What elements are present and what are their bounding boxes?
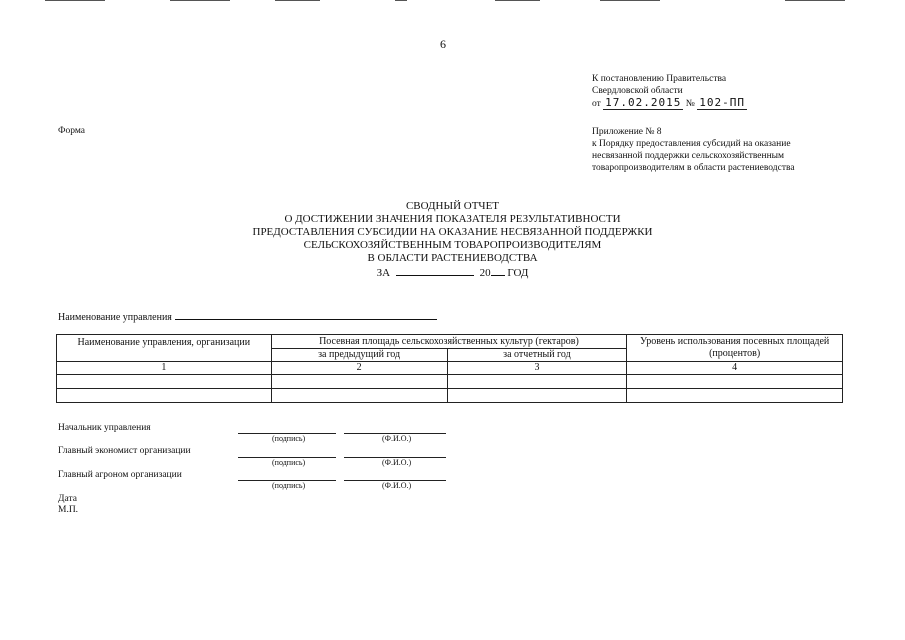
resolution-date: 17.02.2015 (605, 96, 682, 109)
title-period-line (200, 265, 705, 280)
title-line-5: В ОБЛАСТИ РАСТЕНИЕВОДСТВА (367, 252, 538, 264)
title-line-3: ПРЕДОСТАВЛЕНИЯ СУБСИДИИ НА ОКАЗАНИЕ НЕСВЯЗАННОЙ ПОДДЕРЖКИ (252, 226, 653, 238)
table-cell[interactable] (271, 375, 447, 389)
resolution-date-line (592, 97, 747, 110)
scan-edge-line (170, 0, 230, 1)
header-usage-level: Уровень использования посевных площадей (процентов) (627, 335, 843, 362)
fio-caption: (Ф.И.О.) (382, 434, 412, 443)
table-row (57, 375, 843, 389)
date-label: Дата (58, 494, 77, 504)
management-label: Наименование управления (58, 312, 172, 323)
report-title (200, 200, 705, 280)
column-number: 1 (57, 362, 272, 375)
year-blank (491, 265, 505, 276)
stamp-label: М.П. (58, 505, 79, 515)
management-name-field (58, 309, 437, 323)
resolution-line-1: К постановлению Правительства (592, 74, 727, 84)
table-cell[interactable] (447, 375, 627, 389)
header-reporting-year: за отчетный год (447, 349, 627, 362)
appendix-line-1: Приложение № 8 (592, 127, 662, 137)
scan-edge-line (45, 0, 105, 1)
appendix-line-2: к Порядку предоставления субсидий на оказание (592, 139, 791, 149)
signature-caption: (подпись) (272, 434, 306, 443)
period-prefix: ЗА (376, 267, 391, 279)
table-cell[interactable] (57, 375, 272, 389)
period-blank (396, 265, 474, 276)
date-stamp-block (58, 494, 78, 516)
fio-caption: (Ф.И.О.) (382, 481, 412, 490)
resolution-line-2: Свердловской области (592, 86, 683, 96)
scan-edge-line (600, 0, 660, 1)
table-cell[interactable] (447, 389, 627, 403)
form-label: Форма (58, 126, 86, 136)
header-organization: Наименование управления, организации (57, 335, 272, 362)
title-line-2: О ДОСТИЖЕНИИ ЗНАЧЕНИЯ ПОКАЗАТЕЛЯ РЕЗУЛЬТАТИВНОСТИ (284, 213, 621, 225)
resolution-reference (592, 73, 747, 110)
table-number-row (57, 362, 843, 375)
resolution-number: 102-ПП (699, 96, 745, 109)
signature-role: Главный агроном организации (58, 470, 182, 480)
title-line-4: СЕЛЬСКОХОЗЯЙСТВЕННЫМ ТОВАРОПРОИЗВОДИТЕЛЯМ (303, 239, 602, 251)
fio-caption: (Ф.И.О.) (382, 458, 412, 467)
column-number: 3 (447, 362, 627, 375)
date-prefix: от (592, 99, 601, 109)
column-number: 4 (627, 362, 843, 375)
scan-edge-line (785, 0, 845, 1)
report-table (56, 334, 843, 403)
scan-edge-line (275, 0, 320, 1)
table-cell[interactable] (627, 389, 843, 403)
signature-caption: (подпись) (272, 481, 306, 490)
appendix-line-3: несвязанной поддержки сельскохозяйственным (592, 151, 785, 161)
appendix-reference (592, 126, 832, 174)
header-previous-year: за предыдущий год (271, 349, 447, 362)
signature-role: Начальник управления (58, 423, 151, 433)
scan-edge-line (495, 0, 540, 1)
table-cell[interactable] (271, 389, 447, 403)
appendix-line-4: товаропроизводителям в области растениеводства (592, 163, 795, 173)
column-number: 2 (271, 362, 447, 375)
year-suffix: ГОД (507, 267, 529, 279)
number-prefix: № (685, 99, 695, 109)
table-row (57, 389, 843, 403)
signature-role: Главный экономист организации (58, 446, 191, 456)
table-cell[interactable] (57, 389, 272, 403)
header-sown-area: Посевная площадь сельскохозяйственных культур (гектаров) (271, 335, 627, 349)
scan-edge-line (395, 0, 407, 1)
signature-caption: (подпись) (272, 458, 306, 467)
table-header-row (57, 335, 843, 349)
title-line-1: СВОДНЫЙ ОТЧЕТ (405, 200, 500, 212)
management-blank (175, 309, 437, 320)
table-cell[interactable] (627, 375, 843, 389)
year-prefix: 20 (479, 267, 491, 279)
page-number: 6 (440, 37, 446, 51)
